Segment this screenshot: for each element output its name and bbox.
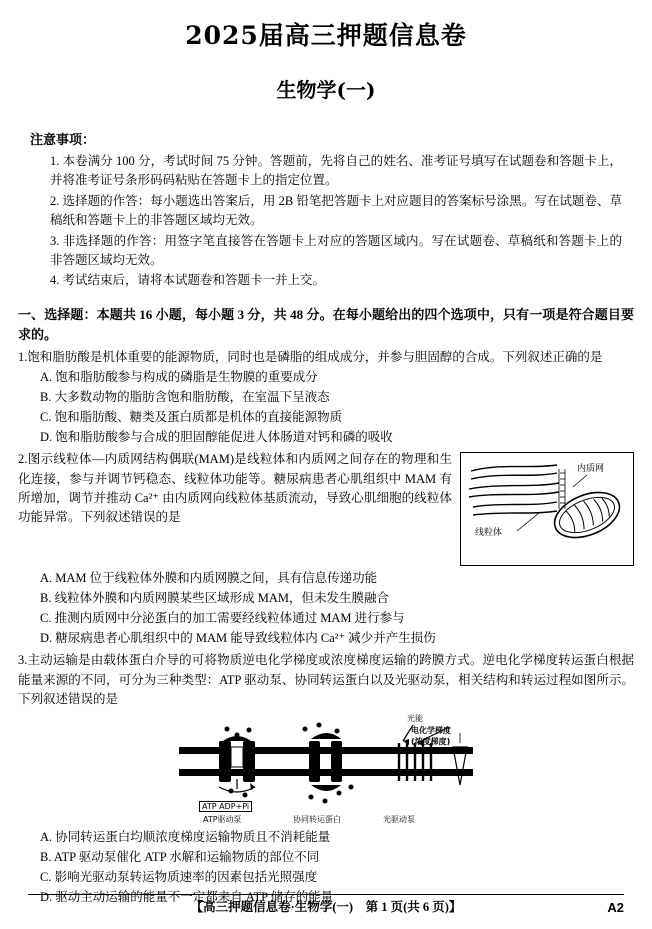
figure-label-atp-pump: ATP驱动泵 [203, 815, 242, 825]
question-2 [18, 450, 634, 568]
option-c[interactable]: C. 推测内质网中分泌蛋白的加工需要经线粒体通过 MAM 进行参与 [40, 611, 405, 626]
option-d[interactable]: D. 饱和脂肪酸参与合成的胆固醇能促进人体肠道对钙和磷的吸收 [40, 430, 393, 445]
notice-list [30, 152, 622, 291]
figure-label-gradient-2: (浓度梯度) [411, 737, 451, 747]
option-d[interactable]: D. 驱动主动运输的能量不一定都来自 ATP 储存的能量 [40, 890, 334, 905]
figure-label-mito: 线粒体 [475, 528, 503, 539]
figure-label-light-pump: 光驱动泵 [383, 815, 415, 825]
figure-label-gradient: 电化学梯度 [411, 726, 451, 736]
option-a[interactable]: A. 饱和脂肪酸参与构成的磷脂是生物膜的重要成分 [40, 370, 318, 385]
option-a[interactable]: A. MAM 位于线粒体外膜和内质网膜之间，具有信息传递功能 [40, 571, 378, 586]
notice-block [30, 129, 622, 291]
notice-heading: 注意事项： [30, 132, 96, 147]
question-stem: 主动运输是由载体蛋白介导的可将物质逆电化学梯度或浓度梯度运输的跨膜方式。逆电化学梯度转运蛋白根据能量来源的不同，可分为三种类型：ATP 驱动泵、协同转运蛋白以及光驱动泵，相关结构和转运过程如图所示。下列叙述错误的是 [18, 653, 634, 707]
option-b[interactable]: B. 线粒体外膜和内质网膜某些区域形成 MAM，但未发生膜融合 [40, 591, 389, 606]
footer-divider [28, 894, 624, 895]
page-footer [0, 897, 652, 915]
footer-code: A2 [607, 900, 624, 915]
notice-item: 1. 本卷满分 100 分，考试时间 75 分钟。答题前，先将自己的姓名、准考证号填写在试题卷和答题卡上，并将准考证号条形码码粘贴在答题卡上的指定位置。 [50, 154, 622, 188]
question-number: 2. [18, 452, 28, 467]
page-subtitle: 生物学(一) [276, 78, 376, 102]
question-2-options [40, 568, 634, 648]
figure-label-atp-adp: ATP ADP+Pi [199, 801, 252, 812]
notice-item: 3. 非选择题的作答：用签字笔直接答在答题卡上对应的答题区域内。写在试题卷、草稿纸和答题卡上的非答题区域均无效。 [50, 233, 622, 267]
question-stem: 饱和脂肪酸是机体重要的能源物质，同时也是磷脂的组成成分，并参与胆固醇的合成。下列叙述正确的是 [27, 349, 603, 364]
figure-label-cotransporter: 协同转运蛋白 [293, 815, 341, 825]
section-heading: 一、选择题：本题共 16 小题，每小题 3 分，共 48 分。在每小题给出的四个选项中，只有一项是符合题目要求的。 [18, 306, 634, 342]
question-3 [18, 651, 634, 709]
notice-item: 4. 考试结束后，请将本试题卷和答题卡一并上交。 [50, 273, 326, 288]
figure-mam [460, 452, 634, 566]
footer-text: 【高三押题信息卷·生物学(一) 第 1 页(共 6 页)】 [190, 900, 462, 914]
notice-item: 2. 选择题的作答：每小题选出答案后，用 2B 铅笔把答题卡上对应题目的答案标号涂黑。写在试题卷、草稿纸和答题卡上的非答题区域均无效。 [50, 193, 622, 228]
option-b[interactable]: B. ATP 驱动泵催化 ATP 水解和运输物质的部位不同 [40, 850, 320, 865]
question-3-options [40, 827, 634, 907]
question-number: 1. [18, 349, 28, 364]
question-number: 3. [18, 653, 28, 668]
question-1-options [40, 367, 634, 447]
page-title: 2025届高三押题信息卷 [185, 21, 467, 50]
option-a[interactable]: A. 协同转运蛋白均顺浓度梯度运输物质且不消耗能量 [40, 830, 331, 845]
option-b[interactable]: B. 大多数动物的脂肪含饱和脂肪酸，在室温下呈液态 [40, 390, 330, 405]
option-c[interactable]: C. 影响光驱动泵转运物质速率的因素包括光照强度 [40, 870, 318, 885]
question-1 [18, 348, 634, 367]
option-d[interactable]: D. 糖尿病患者心肌组织中的 MAM 能导致线粒体内 Ca²⁺ 减少并产生损伤 [40, 631, 436, 646]
question-stem: 图示线粒体—内质网结构偶联(MAM)是线粒体和内质网之间存在的物理和生化连接，参与并调节钙稳态、线粒体功能等。糖尿病患者心肌组织中 MAM 有所增加，调节并推动 Ca²⁺ 由内质网向线粒体基质流动，导致心肌细胞的线粒体功能异常。下列叙述错误的是 [18, 452, 452, 525]
figure-label-er: 内质网 [577, 464, 605, 475]
exam-page [0, 16, 652, 929]
figure-label-light: 光能 [407, 714, 423, 724]
figure-transport [161, 713, 491, 825]
option-c[interactable]: C. 饱和脂肪酸、糖类及蛋白质都是机体的直接能源物质 [40, 410, 343, 425]
mam-diagram-svg [461, 453, 631, 563]
